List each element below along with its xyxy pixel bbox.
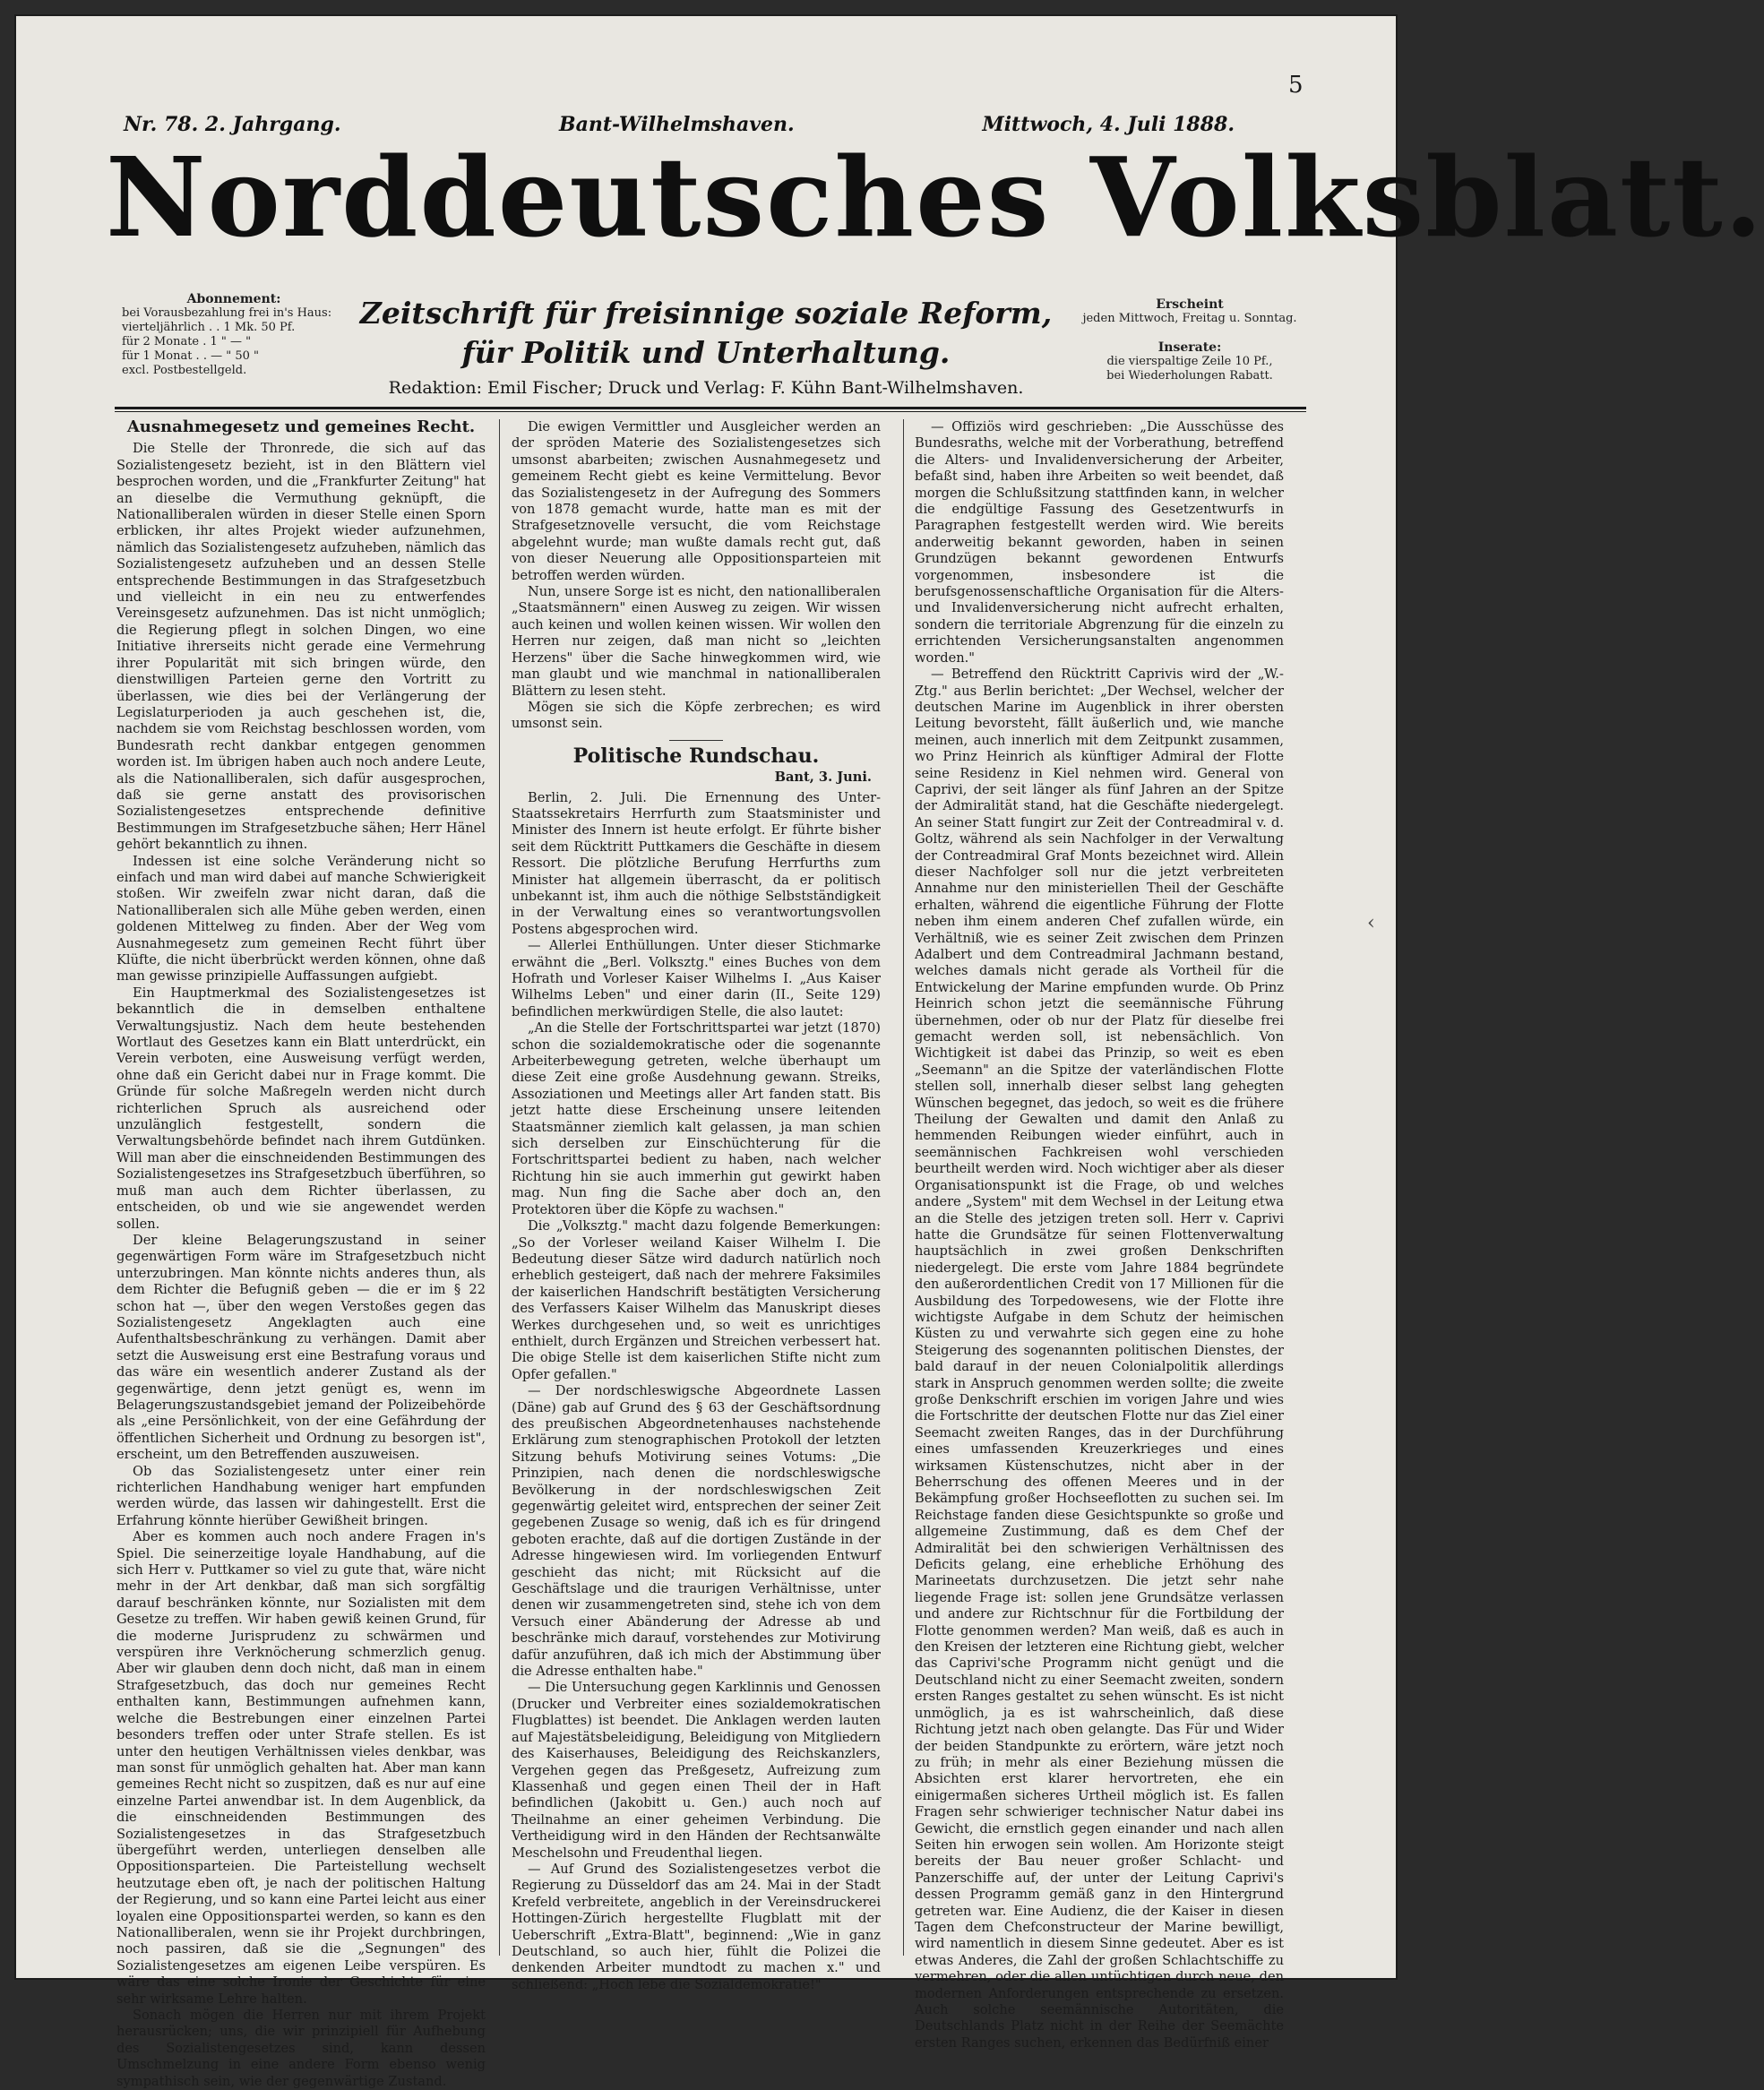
masthead-title: Norddeutsches Volksblatt. — [106, 133, 1764, 262]
dateline: Bant, 3. Juni. — [774, 770, 872, 786]
section-separator — [669, 740, 723, 741]
ads-heading: Inserate: — [1157, 340, 1222, 355]
article-paragraph: Der kleine Belagerungszustand in seiner gegenwärtigen Form wäre im Strafgesetzbuch nicht unterzubringen. Man könnte nichts anderes thun, als dem Richter die Befugniß geben — die er im § 22 schon hat —, über den wegen Verstoßes gegen das Sozialistengesetz Angeklagten auch eine Aufenthaltsbeschränkung zu verhängen. Damit aber setzt die Ausweisung erst eine Bestrafung voraus und das wäre ein wesentlich anderer Zustand als der gegenwärtige, denn jetzt genügt es, wenn im Belagerungszustandsgebiet jemand der Polizeibehörde als „eine Persönlichkeit, von der eine Gefährdung der öffentlichen Sicherheit und Ordnung zu besorgen ist", erscheint, um den Betreffenden auszuweisen. — [116, 1232, 486, 1463]
issue-number: Nr. 78. 2. Jahrgang. — [124, 113, 341, 136]
margin-mark-icon: ‹ — [1367, 912, 1375, 934]
column-divider — [499, 419, 500, 1956]
publication-schedule — [1064, 297, 1315, 326]
article-headline: Ausnahmegesetz und gemeines Recht. — [126, 417, 476, 436]
news-item: Berlin, 2. Juli. Die Ernennung des Unter-Staatssekretairs Herrfurth zum Staatsminister und Minister des Innern ist heute erfolgt. Er führte bisher seit dem Rücktritt Puttkamers die Geschäfte in diesem Ressort. Die plötzliche Berufung Herrfurths zum Minister hat allgemein überrascht, da er politisch unbekannt ist, ihm auch die nöthige Selbstständigkeit in der Verwaltung eines so verantwortungsvollen Postens abgesprochen wird. — [512, 789, 881, 937]
article-paragraph: Mögen sie sich die Köpfe zerbrechen; es wird umsonst sein. — [512, 699, 881, 732]
column-1 — [116, 417, 486, 2089]
article-paragraph: Nun, unsere Sorge ist es nicht, den nationalliberalen „Staatsmännern" einen Ausweg zu zeigen. Wir wissen auch keinen und wollen keinen wissen. Wir wollen den Herren nur zeigen, daß man nicht so „leichten Herzens" über die Sache hinwegkommen wird, wie man glaubt und wie manchmal in nationalliberalen Blättern zu lesen steht. — [512, 584, 881, 699]
article-paragraph: Indessen ist eine solche Veränderung nicht so einfach und man wird dabei auf manche Schwierigkeit stoßen. Wir zweifeln zwar nicht daran, daß die Nationalliberalen sich alle Mühe geben werden, einen goldenen Mittelweg zu finden. Aber der Weg vom Ausnahmegesetz zum gemeinen Recht führt über Klüfte, die nicht überbrückt werden können, ohne daß man gewisse prinzipielle Auffassungen aufgiebt. — [116, 853, 486, 985]
publication-days: jeden Mittwoch, Freitag u. Sonntag. — [1082, 312, 1297, 325]
page-number: 5 — [1288, 72, 1304, 99]
header-rule — [115, 407, 1306, 409]
subscription-line: für 2 Monate . 1 " — " — [122, 335, 252, 348]
column-3 — [915, 419, 1284, 2051]
column-divider — [903, 419, 904, 1956]
news-item: — Auf Grund des Sozialistengesetzes verbot die Regierung zu Düsseldorf das am 24. Mai in der Stadt Krefeld verbreitete, angeblich in der Vereinsdruckerei Hottingen-Zürich hergestellte Flugblatt mit der Ueberschrift „Extra-Blatt", beginnend: „Wie in ganz Deutschland, so auch hier, fühlt die Polizei die denkenden Arbeiter mundtodt zu machen x." und schließend: „Hoch lebe die Sozialdemokratie!" — [512, 1861, 881, 1992]
header-rule-thin — [115, 411, 1306, 412]
news-item: — Allerlei Enthüllungen. Unter dieser Stichmarke erwähnt die „Berl. Volksztg." eines Buches von dem Hofrath und Vorleser Kaiser Wilhelms I. „Aus Kaiser Wilhelms Leben" und einer darin (II., Seite 129) befindlichen merkwürdigen Stelle, die also lautet: — [512, 938, 881, 1019]
newspaper-page — [16, 16, 1764, 2089]
article-paragraph: Die Stelle der Thronrede, die sich auf das Sozialistengesetz bezieht, ist in den Blättern viel besprochen worden, und die „Frankfurter Zeitung" hat an dieselbe die Vermuthung geknüpft, die Nationalliberalen würden in dieser Stelle einen Sporn erblicken, ihr altes Projekt wieder aufzunehmen, nämlich das Sozialistengesetz aufzuheben, nämlich das Sozialistengesetz aufzuheben und an dessen Stelle entsprechende Bestimmungen in das Strafgesetzbuch und vielleicht in ein neu zu entwerfendes Vereinsgesetz aufzunehmen. Das ist nicht unmöglich; die Regierung pflegt in solchen Dingen, wo eine Initiative ihrerseits nicht gerade eine Vermehrung ihrer Popularität mit sich bringen würde, den dienstwilligen Parteien gerne den Vortritt zu überlassen, wie dies bei der Verlängerung der Legislaturperioden ja auch geschehen ist, die, nachdem sie vom Reichstag beschlossen worden, vom Bundesrath recht dankbar entgegen genommen worden ist. Im übrigen haben auch noch andere Leute, als die Nationalliberalen, sich dafür ausgesprochen, daß sie gerne anstatt des provisorischen Sozialistengesetzes entsprechende definitive Bestimmungen im Strafgesetzbuche sähen; Herr Hänel gehört bekanntlich zu ihnen. — [116, 441, 486, 853]
place-of-publication: Bant-Wilhelmshaven. — [559, 113, 795, 136]
news-item: „An die Stelle der Fortschrittspartei war jetzt (1870) schon die sozialdemokratische oder die sogenannte Arbeiterbewegung getreten, welche überhaupt um diese Zeit eine große Ausdehnung gewann. Streiks, Assoziationen und Meetings aller Art fanden statt. Bis jetzt hatte diese Erscheinung unsere leitenden Staatsmänner ziemlich kalt gelassen, ja man schien sich derselben zur Einschüchterung für die Fortschrittspartei bedient zu haben, nach welcher Richtung hin sie auch immerhin gut gewirkt haben mag. Nun fing die Sache aber doch an, den Protektoren über die Köpfe zu wachsen." — [512, 1020, 881, 1217]
news-item: — Offiziös wird geschrieben: „Die Ausschüsse des Bundesraths, welche mit der Vorberathung, betreffend die Alters- und Invalidenversicherung der Arbeiter, befaßt sind, haben ihre Arbeiten so weit beendet, daß morgen die Schlußsitzung stattfinden kann, in welcher die endgültige Fassung des Gesetzentwurfs in Paragraphen festgestellt werden wird. Wie bereits anderweitig bekannt geworden, haben in seinen Grundzügen bekannt gewordenen Entwurfs vorgenommen, insbesondere ist die berufsgenossenschaftliche Organisation für die Alters- und Invalidenversicherung nicht aufrecht erhalten, sondern die territoriale Abgrenzung für die einzeln zu errichtenden Versicherungsanstalten angenommen worden." — [915, 419, 1284, 666]
subscription-line: für 1 Monat . . — " 50 " — [122, 349, 259, 363]
news-item: — Betreffend den Rücktritt Caprivis wird der „W.-Ztg." aus Berlin berichtet: „Der Wechsel, welcher der deutschen Marine im Augenblick in ihrer obersten Leitung bevorsteht, fällt äußerlich und, wie manche meinen, auch innerlich mit dem Zeitpunkt zusammen, wo Prinz Heinrich als künftiger Admiral der Flotte seine Residenz in Kiel nehmen wird. General von Caprivi, der seit länger als fünf Jahren an der Spitze der Admiralität stand, hat die Geschäfte niedergelegt. An seiner Statt fungirt zur Zeit der Contreadmiral v. d. Goltz, während als sein Nachfolger in der Verwaltung der Contreadmiral Graf Monts bezeichnet wird. Allein dieser Nachfolger soll nur die jetzt verbreiteten Annahme nur den ministeriellen Theil der Geschäfte erhalten, während die eigentliche Führung der Flotte neben ihm einem anderen Chef zufallen würde, ein Verhältniß, wie es seiner Zeit zwischen dem Prinzen Adalbert und dem Contreadmiral Jachmann bestand, welches damals nicht gerade als Vortheil für die Entwickelung der Marine empfunden wurde. Ob Prinz Heinrich schon jetzt die seemännische Führung übernehmen, oder ob nur der Platz für dieselbe frei gemacht werden soll, ist nebensächlich. Von Wichtigkeit ist dabei das Prinzip, so weit es eben „Seemann" an die Spitze der vaterländischen Flotte stellen soll, innerhalb dieser selbst lang gehegten Wünschen begegnet, das jedoch, so weit es die frühere Theilung der Gewalten und damit den Anlaß zu hemmenden Reibungen wieder einführt, auch in seemännischen Fachkreisen wohl verschieden beurtheilt werden wird. Noch wichtiger aber als dieser Organisationspunkt ist die Frage, ob und welches andere „System" mit dem Wechsel in der Leitung etwa an die Stelle des jetzigen treten soll. Herr v. Caprivi hatte die Grundsätze für seinen Flottenverwaltung hauptsächlich in zwei großen Denkschriften niedergelegt. Die erste vom Jahre 1884 begründete den außerordentlichen Credit von 17 Millionen für die Ausbildung des Torpedowesens, wie der Flotte ihre wichtigste Aufgabe in dem Schutz der heimischen Küsten zu und verwahrte sich gegen eine zu hohe Steigerung des sogenannten politischen Dienstes, der bald darauf in der neuen Colonialpolitik allerdings stark in Anspruch genommen werden sollte; die zweite große Denkschrift erschien im vorigen Jahre und wies die Fortschritte der deutschen Flotte nur das Ziel einer Seemacht zweiten Ranges, das in der Durchführung eines umfassenden Kreuzerkrieges und eines wirksamen Küstenschutzes, nicht aber in der Beherrschung des offenen Meeres und in der Bekämpfung großer Hochseeflotten zu suchen sei. Im Reichstage fanden diese Gesichtspunkte so große und allgemeine Zustimmung, daß es dem Chef der Admiralität bei den schwierigen Verhältnissen des Deficits gelang, eine erhebliche Erhöhung des Marineetats durchzusetzen. Die jetzt sehr nahe liegende Frage ist: sollen jene Grundsätze verlassen und andere zur Richtschnur für die Fortbildung der Flotte genommen werden? Man weiß, daß es auch in den Kreisen der letzteren eine Richtung giebt, welcher das Caprivi'sche Programm nicht genügt und die Deutschland nicht zu einer Seemacht zweiten, sondern ersten Ranges gestaltet zu sehen wünscht. Es ist nicht unmöglich, ja es ist wahrscheinlich, daß diese Richtung jetzt nach oben gelangte. Das Für und Wider der beiden Standpunkte zu erörtern, wäre jetzt noch zu früh; in mehr als einer Beziehung müssen die Absichten erst klarer hervortreten, ehe ein einigermaßen sicheres Urtheil möglich ist. Es fallen Fragen sehr schwieriger technischer Natur dabei ins Gewicht, die ernstlich gegen einander und nach allen Seiten hin erwogen sein wollen. Am Horizonte steigt bereits der Bau neuer großer Schlacht- und Panzerschiffe auf, der unter der Leitung Caprivi's dessen Programm gemäß ganz in den Hintergrund getreten war. Eine Audienz, die der Kaiser in diesen Tagen dem Chefconstructeur der Marine bewilligt, wird namentlich in diesem Sinne gedeutet. Aber es ist etwas Anderes, die Zahl der großen Schlachtschiffe zu vermehren, oder die allen untüchtigen durch neue, den modernen Anforderungen entsprechende zu ersetzen. Auch solche seemännische Autoritäten, die Deutschlands Platz nicht in der Reihe der Seemächte ersten Ranges suchen, erkennen das Bedürfniß einer — [915, 667, 1284, 2051]
subscription-line: vierteljährlich . . 1 Mk. 50 Pf. — [122, 321, 296, 334]
ads-box — [1064, 340, 1315, 383]
editorial-line: Redaktion: Emil Fischer; Druck und Verlag: F. Kühn Bant-Wilhelmshaven. — [388, 378, 1024, 398]
subscription-line: bei Vorausbezahlung frei in's Haus: — [122, 306, 332, 320]
article-paragraph: Sonach mögen die Herren nur mit ihrem Projekt herausrücken; uns, die wir prinzipiell für Aufhebung des Sozialistengesetzes sind, kann dessen Umschmelzung in eine andere Form ebenso wenig sympathisch sein, wie der gegenwärtige Zustand. — [116, 2008, 486, 2089]
issue-date: Mittwoch, 4. Juli 1888. — [982, 113, 1235, 136]
article-paragraph: Ein Hauptmerkmal des Sozialistengesetzes ist bekanntlich die in demselben enthaltene Verwaltungsjustiz. Nach dem heute bestehenden Wortlaut des Gesetzes kann ein Blatt unterdrückt, ein Verein verboten, eine Ausweisung verfügt werden, ohne daß ein Gericht dabei nur in Frage kommt. Die Gründe für solche Maßregeln werden nicht durch richterlichen Spruch als ausreichend oder unzulänglich festgestellt, sondern die Verwaltungsbehörde befindet nach ihrem Gutdünken. Will man aber die einschneidenden Bestimmungen des Sozialistengesetzes ins Strafgesetzbuch überführen, so muß man auch dem Richter überlassen, zu entscheiden, ob und wie sie angewendet werden sollen. — [116, 985, 486, 1232]
news-item: — Die Untersuchung gegen Karklinnis und Genossen (Drucker und Verbreiter eines sozialdemokratischen Flugblattes) ist beendet. Die Anklagen werden lauten auf Majestätsbeleidigung, Beleidigung von Mitgliedern des Kaiserhauses, Beleidigung des Reichskanzlers, Vergehen gegen das Preßgesetz, Aufreizung zum Klassenhaß und gegen einen Theil der in Haft befindlichen (Jakobitt u. Gen.) auch noch auf Theilnahme an einer geheimen Verbindung. Die Vertheidigung wird in den Händen der Rechtsanwälte Meschelsohn und Freudenthal liegen. — [512, 1680, 881, 1861]
column-2 — [512, 419, 881, 1992]
publication-heading: Erscheint — [1156, 297, 1224, 312]
subscription-box — [122, 292, 346, 378]
section-headline: Politische Rundschau. — [572, 744, 820, 768]
ads-line: bei Wiederholungen Rabatt. — [1106, 369, 1273, 383]
subscription-heading: Abonnement: — [186, 292, 281, 306]
article-paragraph: Ob das Sozialistengesetz unter einer rein richterlichen Handhabung weniger hart empfunden werden würde, das lassen wir dahingestellt. Erst die Erfahrung könnte hierüber Gewißheit bringen. — [116, 1463, 486, 1528]
news-item: Die „Volksztg." macht dazu folgende Bemerkungen: „So der Vorleser weiland Kaiser Wilhelm I. Die Bedeutung dieser Sätze wird dadurch natürlich noch erheblich gesteigert, daß nach der mehrere Faksimiles der kaiserlichen Handschrift bestätigten Versicherung des Verfassers Kaiser Wilhelm das Manuskript dieses Werkes durchgesehen und, so weit es unrichtiges enthielt, durch Ergänzen und Streichen verbessert hat. Die obige Stelle ist dem kaiserlichen Stifte nicht zum Opfer gefallen." — [512, 1218, 881, 1382]
subscription-line: excl. Postbestellgeld. — [122, 364, 247, 377]
subtitle-line-2: für Politik und Unterhaltung. — [461, 335, 951, 370]
subtitle-line-1: Zeitschrift für freisinnige soziale Reform, — [359, 296, 1053, 331]
ads-line: die vierspaltige Zeile 10 Pf., — [1106, 355, 1273, 368]
news-item: — Der nordschleswigsche Abgeordnete Lassen (Däne) gab auf Grund des § 63 der Geschäftsordnung des preußischen Abgeordnetenhauses nachstehende Erklärung zum stenographischen Protokoll der letzten Sitzung behufs Motivirung seines Votums: „Die Prinzipien, nach denen die nordschleswigsche Bevölkerung in der nordschleswigschen Zeit gegenwärtig geleitet wird, entsprechen der seiner Zeit gegebenen Zusage so wenig, daß ich es für dringend geboten erachte, daß auf die dortigen Zustände in der Adresse hingewiesen wird. Im vorliegenden Entwurf geschieht das nicht; mit Rücksicht auf die Geschäftslage und die traurigen Verhältnisse, unter denen wir zusammengetreten sind, stehe ich von dem Versuch einer Abänderung der Adresse ab und beschränke mich darauf, vorstehendes zur Motivirung dafür anzuführen, daß ich mich der Abstimmung über die Adresse enthalten habe." — [512, 1383, 881, 1680]
article-paragraph: Die ewigen Vermittler und Ausgleicher werden an der spröden Materie des Sozialistengesetzes sich umsonst abarbeiten; zwischen Ausnahmegesetz und gemeinem Recht giebt es keine Vermittelung. Bevor das Sozialistengesetz in der Aufregung des Sommers von 1878 gemacht wurde, hatte man es mit der Strafgesetznovelle versucht, die vom Reichstage abgelehnt wurde; man wußte damals recht gut, daß von dieser Neuerung alle Oppositionsparteien mit betroffen werden würden. — [512, 419, 881, 583]
article-paragraph: Aber es kommen auch noch andere Fragen in's Spiel. Die seinerzeitige loyale Handhabung, auf die sich Herr v. Puttkamer so viel zu gute that, wäre nicht mehr in der Art denkbar, daß man sich sorgfältig darauf beschränken könnte, nur Sozialisten mit dem Gesetze zu treffen. Wir haben gewiß keinen Grund, für die moderne Jurisprudenz zu schwärmen und verspüren ihre Verknöcherung schmerzlich genug. Aber wir glauben denn doch nicht, daß man in einem Strafgesetzbuch, das doch nur gemeines Recht enthalten kann, Bestimmungen aufnehmen kann, welche die Bestrebungen einer einzelnen Partei besonders treffen oder unter Strafe stellen. Es ist unter den heutigen Verhältnissen vieles denkbar, was man sonst für unmöglich gehalten hat. Aber man kann gemeines Recht nicht so zuspitzen, daß es nur auf eine einzelne Partei anwendbar ist. In dem Augenblick, da die einschneidenden Bestimmungen des Sozialistengesetzes in das Strafgesetzbuch übergeführt werden, unterliegen denselben alle Oppositionsparteien. Die Parteistellung wechselt heutzutage eben oft, je nach der politischen Haltung der Regierung, und so kann eine Partei leicht aus einer loyalen eine Oppositionspartei werden, so kann es den Nationalliberalen, wenn sie ihr Projekt durchbringen, noch passiren, daß sie die „Segnungen" des Sozialistengesetzes am eigenen Leibe verspüren. Es wäre das eine solche Ironie der Geschichte für eine sehr wirksame Lehre halten. — [116, 1529, 486, 2007]
